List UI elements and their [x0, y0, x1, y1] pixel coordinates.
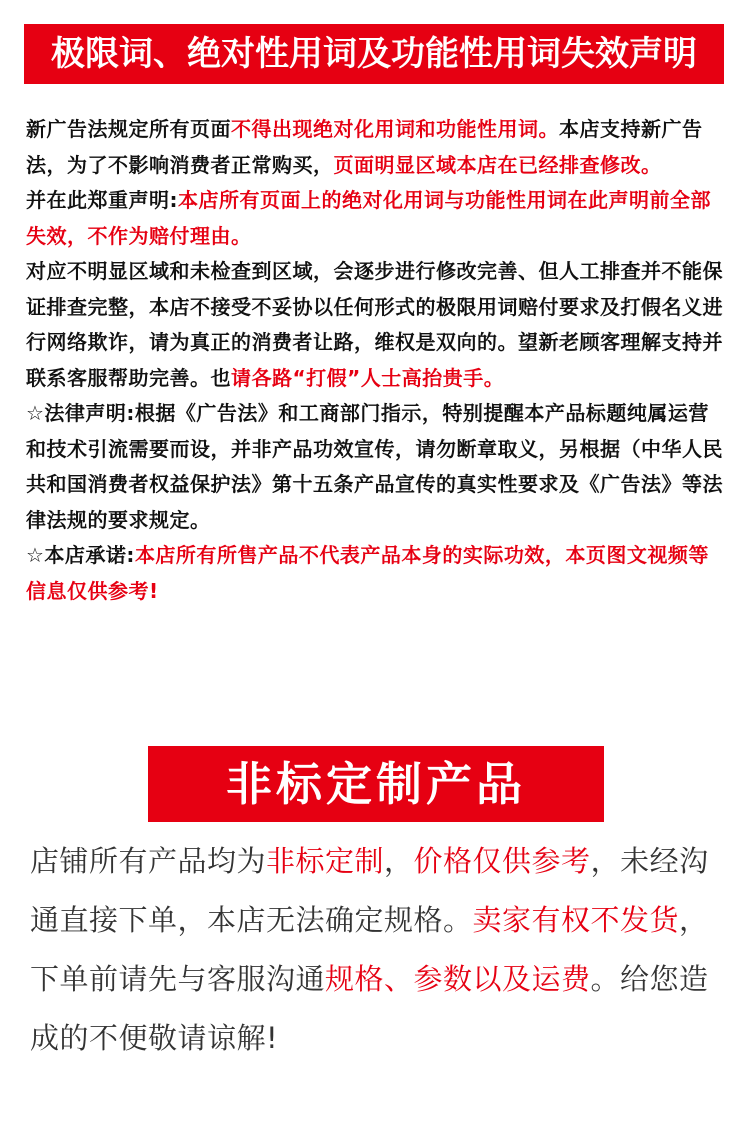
- store-promise: [26, 538, 726, 609]
- statement-paragraph-1: [26, 112, 726, 183]
- notice-highlight: 价格仅供参考: [413, 844, 591, 878]
- notice-text: 店铺所有产品均为: [30, 844, 267, 878]
- notice-text: ，未经沟通直接下单，本店无法确定规格。: [30, 844, 709, 937]
- statement-highlight: 页面明显区域本店在已经排查修改。: [333, 152, 662, 177]
- statement-text: 本店支持新广告法，为了不影响消费者正常购买，: [26, 117, 703, 177]
- notice-text: 。给您造成的不便敬请谅解!: [30, 962, 709, 1055]
- notice-highlight: 规格、参数以及运费: [325, 962, 591, 996]
- statement-highlight: 本店所有所售产品不代表产品本身的实际功效，本页图文视频等信息仅供参考!: [26, 543, 709, 603]
- disclaimer-title: 极限词、绝对性用词及功能性用词失效声明: [51, 34, 697, 74]
- notice-highlight: 非标定制: [266, 844, 385, 878]
- disclaimer-title-banner: [24, 24, 724, 84]
- statement-paragraph-3: [26, 254, 726, 396]
- custom-product-banner: [148, 746, 604, 822]
- statement-text: ☆法律声明:根据《广告法》和工商部门指示，特别提醒本产品标题纯属运营和技术引流需要而设，并非产品功效宣传，请勿断章取义，另根据（中华人民共和国消费者权益保护法》第十五条产品宣传的真实性要求及《广告法》等法律法规的要求规定。: [26, 401, 723, 532]
- legal-statement: [26, 396, 726, 538]
- custom-product-title: 非标定制产品: [226, 757, 526, 811]
- notice-text: ，: [384, 844, 414, 878]
- statement-paragraph-2: [26, 183, 726, 254]
- statement-text: 对应不明显区域和未检查到区域，会逐步进行修改完善、但人工排查并不能保证排查完整，本店不接受不妥协以任何形式的极限用词赔付要求及打假名义进行网络欺诈，请为真正的消费者让路，维权是双向的。望新老顾客理解支持并联系客服帮助完善。也: [26, 259, 723, 390]
- statement-text: 新广告法规定所有页面: [26, 117, 231, 141]
- statement-highlight: 本店所有页面上的绝对化用词与功能性用词在此声明前全部失效，不作为赔付理由。: [26, 188, 711, 248]
- statement-text: ☆本店承诺:: [26, 543, 135, 567]
- notice-highlight: 卖家有权不发货: [472, 903, 680, 937]
- custom-notice-text: [30, 832, 720, 1068]
- statement-highlight: 不得出现绝对化用词和功能性用词。: [231, 117, 559, 141]
- notice-text: ，下单前请先与客服沟通: [30, 903, 709, 996]
- disclaimer-statement: [26, 112, 726, 609]
- statement-highlight: 请各路“打假”人士高抬贵手。: [231, 365, 505, 390]
- custom-product-notice: [30, 832, 720, 1068]
- statement-text: 并在此郑重声明:: [26, 188, 178, 212]
